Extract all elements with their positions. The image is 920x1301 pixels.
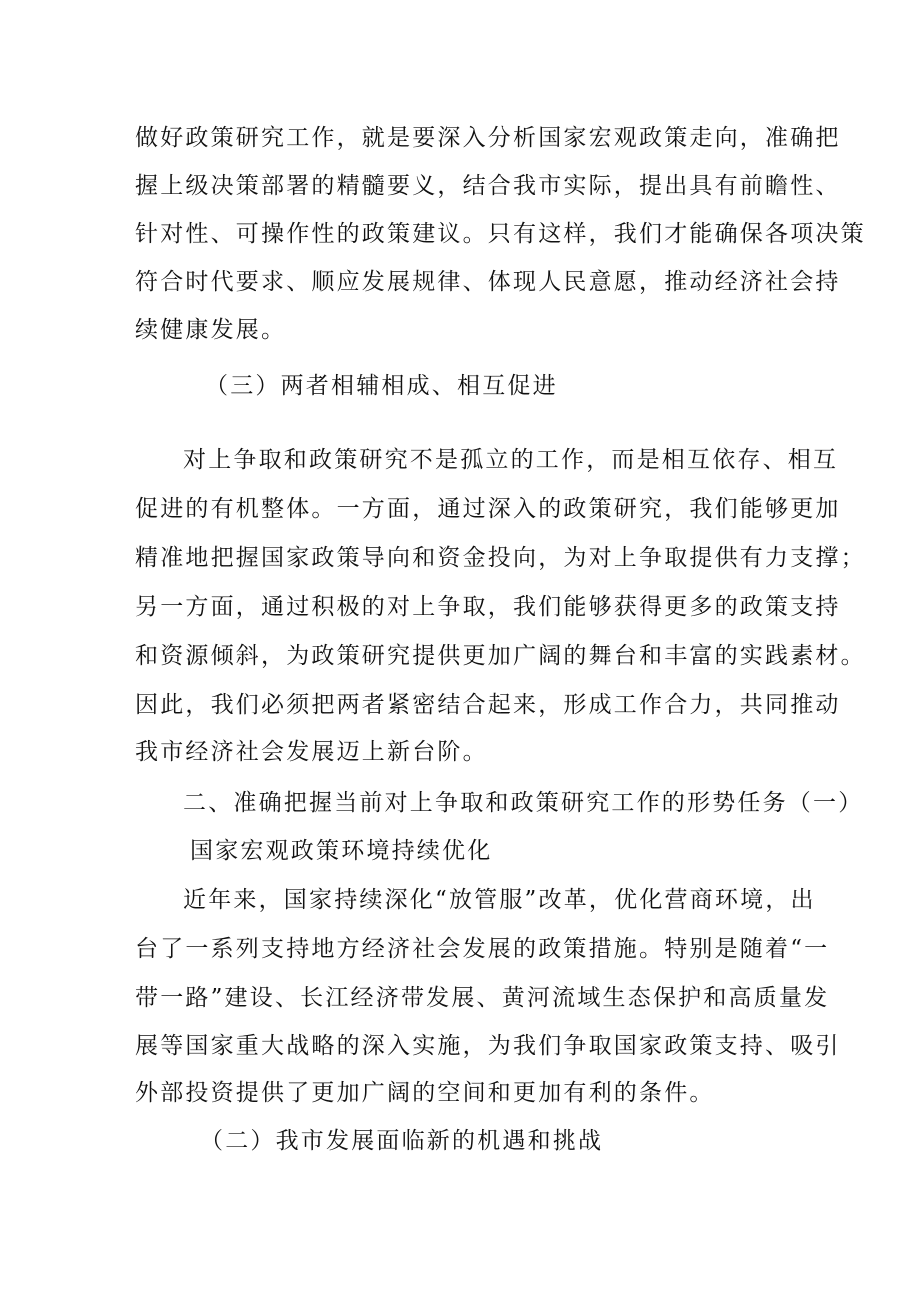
section-heading-3: （三）两者相辅相成、相互促进 (205, 373, 558, 399)
paragraph-line: 符合时代要求、顺应发展规律、体现人民意愿，推动经济社会持 (135, 269, 841, 295)
paragraph-line: 我市经济社会发展迈上新台阶。 (135, 739, 488, 765)
paragraph-line: 针对性、可操作性的政策建议。只有这样，我们才能确保各项决策 (135, 221, 866, 247)
paragraph-line: 续健康发展。 (135, 317, 287, 343)
section-2-subheading-1: 国家宏观政策环境持续优化 (190, 838, 493, 864)
paragraph-line: 外部投资提供了更加广阔的空间和更加有利的条件。 (135, 1080, 715, 1106)
section-2-heading: 二、准确把握当前对上争取和政策研究工作的形势任务（一） (183, 790, 864, 816)
paragraph-line: 近年来，国家持续深化“放管服”改革，优化营商环境，出 (183, 887, 816, 913)
paragraph-line: 和资源倾斜，为政策研究提供更加广阔的舞台和丰富的实践素材。 (135, 643, 866, 669)
paragraph-line: 促进的有机整体。一方面，通过深入的政策研究，我们能够更加 (135, 496, 841, 522)
paragraph-line: 因此，我们必须把两者紧密结合起来，形成工作合力，共同推动 (135, 692, 841, 718)
section-2-subheading-2: （二）我市发展面临新的机遇和挑战 (200, 1128, 604, 1154)
paragraph-line: 精准地把握国家政策导向和资金投向，为对上争取提供有力支撑； (135, 545, 866, 571)
paragraph-line: 对上争取和政策研究不是孤立的工作，而是相互依存、相互 (183, 447, 839, 473)
paragraph-line: 带一路”建设、长江经济带发展、黄河流域生态保护和高质量发 (135, 985, 830, 1011)
paragraph-line: 台了一系列支持地方经济社会发展的政策措施。特别是随着“一 (135, 936, 830, 962)
paragraph-line: 另一方面，通过积极的对上争取，我们能够获得更多的政策支持 (135, 594, 841, 620)
paragraph-line: 握上级决策部署的精髓要义，结合我市实际，提出具有前瞻性、 (135, 173, 841, 199)
paragraph-line: 做好政策研究工作，就是要深入分析国家宏观政策走向，准确把 (135, 125, 841, 151)
paragraph-line: 展等国家重大战略的深入实施，为我们争取国家政策支持、吸引 (135, 1033, 841, 1059)
